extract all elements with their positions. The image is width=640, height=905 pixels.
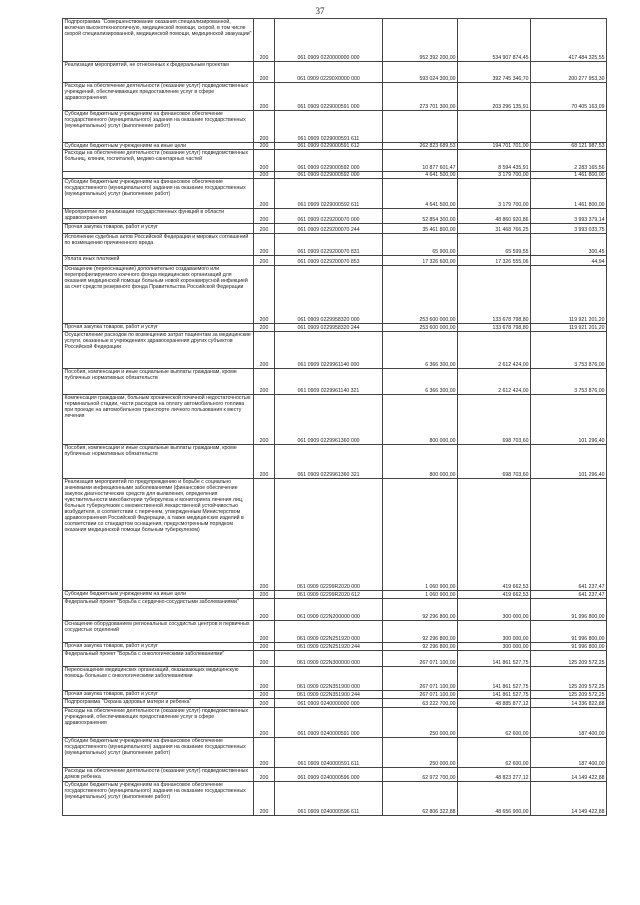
row-approved-amount: 800 000,00 <box>383 445 458 479</box>
row-remaining-amount: 101 296,40 <box>531 445 607 479</box>
row-remaining-amount: 300,45 <box>531 234 607 256</box>
table-row <box>63 256 607 266</box>
row-description: Прочая закупка товаров, работ и услуг <box>63 224 254 234</box>
row-executed-amount: 203 296 135,91 <box>458 83 531 111</box>
table-row <box>63 395 607 445</box>
row-executed-amount: 300 000,00 <box>458 599 531 621</box>
row-budget-code: 061 0909 0229000591 612 <box>275 143 383 150</box>
row-line-code: 200 <box>254 62 275 83</box>
row-description: Компенсация гражданам, больным хронической почечной недостаточностью терминальной стадии, части расходов на оплату автомобильного топлива при проезде на автомобильном транспорте личного пользования к месту лечения <box>63 395 254 445</box>
row-approved-amount: 17 326 600,00 <box>383 256 458 266</box>
table-row <box>63 209 607 224</box>
row-executed-amount: 17 326 555,06 <box>458 256 531 266</box>
row-budget-code: 061 0909 022N351900 244 <box>275 691 383 699</box>
row-budget-code: 061 0909 0229958320 000 <box>275 266 383 324</box>
row-executed-amount: 48 656 900,00 <box>458 782 531 816</box>
row-remaining-amount: 119 921 201,20 <box>531 266 607 324</box>
table-row <box>63 782 607 816</box>
row-line-code: 200 <box>254 691 275 699</box>
row-description: Прочая закупка товаров, работ и услуг <box>63 691 254 699</box>
row-budget-code: 061 0909 0229200070 244 <box>275 224 383 234</box>
row-line-code: 200 <box>254 256 275 266</box>
row-budget-code: 061 0909 0229000592 611 <box>275 179 383 209</box>
row-executed-amount: 3 179 700,00 <box>458 172 531 179</box>
row-remaining-amount: 119 921 201,20 <box>531 324 607 332</box>
row-budget-code: 061 0909 0229961360 321 <box>275 445 383 479</box>
row-description: Субсидии бюджетным учреждениям на финансовое обеспечение государственного (муниципального) задания на оказание государственных (муниципальных) услуг (выполнение работ) <box>63 782 254 816</box>
row-budget-code: 061 0909 022N300000 000 <box>275 651 383 667</box>
row-line-code: 200 <box>254 143 275 150</box>
row-line-code: 200 <box>254 332 275 369</box>
table-row <box>63 83 607 111</box>
row-description: Уплата иных платежей <box>63 256 254 266</box>
row-executed-amount: 133 678 798,80 <box>458 266 531 324</box>
row-line-code: 200 <box>254 395 275 445</box>
row-approved-amount: 4 641 500,00 <box>383 179 458 209</box>
table-row <box>63 179 607 209</box>
row-line-code: 200 <box>254 369 275 395</box>
row-description: Осуществление расходов по возмещению затрат пациентам за медицинские услуги, оказанные в учреждениях здравоохранения других субъектов Российской Федерации <box>63 332 254 369</box>
row-description: Расходы на обеспечение деятельности (оказание услуг) подведомственных больниц, клиник, госпиталей, медико-санитарных частей <box>63 150 254 172</box>
row-budget-code: 061 0909 0240000591 000 <box>275 708 383 738</box>
row-line-code: 200 <box>254 445 275 479</box>
row-budget-code: 061 0909 0229000591 611 <box>275 111 383 143</box>
row-description: Субсидии бюджетным учреждениям на финансовое обеспечение государственного (муниципального) задания на оказание государственных (муниципальных) услуг (выполнение работ) <box>63 738 254 768</box>
row-remaining-amount: 125 209 572,25 <box>531 651 607 667</box>
row-budget-code: 061 0909 0240000591 611 <box>275 738 383 768</box>
row-executed-amount: 698 703,60 <box>458 395 531 445</box>
row-budget-code: 061 0909 022N351900 000 <box>275 667 383 691</box>
page-number: 37 <box>315 6 325 16</box>
row-budget-code: 061 0909 0240000596 000 <box>275 768 383 782</box>
table-row <box>63 479 607 591</box>
table-row <box>63 266 607 324</box>
row-line-code: 200 <box>254 667 275 691</box>
table-row <box>63 708 607 738</box>
row-approved-amount: 63 222 700,00 <box>383 699 458 708</box>
table-row <box>63 445 607 479</box>
row-budget-code: 061 0909 0229200070 853 <box>275 256 383 266</box>
row-line-code: 200 <box>254 782 275 816</box>
row-budget-code: 061 0909 0229200070 831 <box>275 234 383 256</box>
row-budget-code: 061 0909 02299R2020 000 <box>275 479 383 591</box>
row-executed-amount: 698 703,60 <box>458 445 531 479</box>
row-approved-amount: 800 000,00 <box>383 395 458 445</box>
row-description: Исполнение судебных актов Российской Федерации и мировых соглашений по возмещению причиненного вреда <box>63 234 254 256</box>
row-approved-amount: 6 366 300,00 <box>383 369 458 395</box>
row-remaining-amount: 14 336 822,88 <box>531 699 607 708</box>
row-executed-amount: 141 861 527,75 <box>458 691 531 699</box>
row-executed-amount: 419 662,53 <box>458 591 531 599</box>
table-row <box>63 599 607 621</box>
row-approved-amount: 253 600 000,00 <box>383 266 458 324</box>
row-remaining-amount: 3 993 379,14 <box>531 209 607 224</box>
row-description: Расходы на обеспечение деятельности (оказание услуг) подведомственных учреждений, обеспечивающих предоставление услуг в сфере здравоохранения <box>63 708 254 738</box>
row-budget-code: 061 0909 022N251920 244 <box>275 643 383 651</box>
row-remaining-amount: 641 237,47 <box>531 479 607 591</box>
row-line-code: 200 <box>254 699 275 708</box>
table-row <box>63 62 607 83</box>
row-approved-amount: 92 296 800,00 <box>383 599 458 621</box>
row-executed-amount: 31 468 766,25 <box>458 224 531 234</box>
row-budget-code: 061 0909 02299R2020 612 <box>275 591 383 599</box>
row-budget-code: 061 0909 02290Х0000 000 <box>275 62 383 83</box>
row-remaining-amount: 3 993 033,75 <box>531 224 607 234</box>
row-remaining-amount: 14 149 422,88 <box>531 782 607 816</box>
row-approved-amount: 262 823 689,53 <box>383 143 458 150</box>
table-row <box>63 621 607 643</box>
row-executed-amount: 2 612 424,00 <box>458 332 531 369</box>
row-description: Реализация мероприятий по предупреждению и борьбе с социально значимыми инфекционными заболеваниями (финансовое обеспечение закупок диагностических средств для выявления, определения чувствительности микобактерии туберкулеза и мониторинга лечения лиц, больных туберкулезом с множественной лекарственной устойчивостью возбудителя, в соответствии с перечнем, утвержденным Министерством здравоохранения Российской Федерации, а также медицинских изделий в соответствии со стандартом оснащения, предусмотренным порядком оказания медицинской помощи больным туберкулезом) <box>63 479 254 591</box>
row-approved-amount: 62 972 700,00 <box>383 768 458 782</box>
row-executed-amount: 62 600,00 <box>458 708 531 738</box>
row-remaining-amount: 70 405 163,09 <box>531 83 607 111</box>
table-row <box>63 234 607 256</box>
row-description: Субсидии бюджетным учреждениям на финансовое обеспечение государственного (муниципального) задания на оказание государственных (муниципальных) услуг (выполнение работ) <box>63 179 254 209</box>
row-approved-amount: 1 060 900,00 <box>383 479 458 591</box>
row-executed-amount: 48 885 877,12 <box>458 699 531 708</box>
table-row <box>63 667 607 691</box>
row-description: Подпрограмма "Совершенствование оказания специализированной, включая высокотехнологичную, медицинской помощи, скорой, в том числе скорой специализированной, медицинской помощи, медицинской эвакуации" <box>63 19 254 62</box>
row-description: Расходы на обеспечение деятельности (оказание услуг) подведомственных домов ребенка <box>63 768 254 782</box>
row-executed-amount <box>458 111 531 143</box>
row-line-code: 200 <box>254 111 275 143</box>
row-remaining-amount: 1 461 800,00 <box>531 172 607 179</box>
row-remaining-amount: 44,94 <box>531 256 607 266</box>
table-row <box>63 172 607 179</box>
row-budget-code: 061 0909 022N251920 000 <box>275 621 383 643</box>
table-row <box>63 150 607 172</box>
row-description: Оснащение оборудованием региональных сосудистых центров и первичных сосудистых отделений <box>63 621 254 643</box>
row-budget-code: 061 0909 0229961140 000 <box>275 332 383 369</box>
row-description: Пособия, компенсации и иные социальные выплаты гражданам, кроме публичных нормативных обязательств <box>63 369 254 395</box>
row-description: Переоснащение медицинских организаций, оказывающих медицинскую помощь больным с онкологическими заболеваниями <box>63 667 254 691</box>
row-executed-amount: 392 745 346,70 <box>458 62 531 83</box>
row-description: Пособия, компенсации и иные социальные выплаты гражданам, кроме публичных нормативных обязательств <box>63 445 254 479</box>
row-remaining-amount: 91 996 800,00 <box>531 599 607 621</box>
row-budget-code: 061 0909 0220000000 000 <box>275 19 383 62</box>
row-approved-amount: 52 854 300,00 <box>383 209 458 224</box>
row-executed-amount: 194 701 701,00 <box>458 143 531 150</box>
row-budget-code: 061 0909 0229961140 321 <box>275 369 383 395</box>
row-approved-amount: 273 701 300,00 <box>383 83 458 111</box>
row-budget-code: 061 0909 0240000596 611 <box>275 782 383 816</box>
row-approved-amount: 62 806 322,88 <box>383 782 458 816</box>
row-executed-amount: 48 823 277,12 <box>458 768 531 782</box>
row-line-code: 200 <box>254 83 275 111</box>
row-budget-code: 061 0909 0229200070 000 <box>275 209 383 224</box>
row-line-code: 200 <box>254 621 275 643</box>
row-approved-amount: 6 366 300,00 <box>383 332 458 369</box>
table-row <box>63 768 607 782</box>
row-approved-amount: 267 071 100,00 <box>383 651 458 667</box>
row-line-code: 200 <box>254 591 275 599</box>
row-budget-code: 061 0909 0229000592 000 <box>275 172 383 179</box>
row-description: Субсидии бюджетным учреждениям на иные цели <box>63 591 254 599</box>
row-approved-amount: 267 071 100,00 <box>383 691 458 699</box>
row-executed-amount: 534 907 874,45 <box>458 19 531 62</box>
table-row <box>63 643 607 651</box>
row-approved-amount: 10 877 601,47 <box>383 150 458 172</box>
row-description: Мероприятие по реализации государственных функций в области здравоохранения <box>63 209 254 224</box>
row-approved-amount: 4 641 500,00 <box>383 172 458 179</box>
row-executed-amount: 3 179 700,00 <box>458 179 531 209</box>
row-remaining-amount: 2 283 165,56 <box>531 150 607 172</box>
row-description: Субсидии бюджетным учреждениям на иные цели <box>63 143 254 150</box>
table-row <box>63 738 607 768</box>
row-executed-amount: 141 861 527,75 <box>458 651 531 667</box>
row-budget-code: 061 0909 022N200000 000 <box>275 599 383 621</box>
row-description: Подпрограмма "Охрана здоровья матери и ребенка" <box>63 699 254 708</box>
row-executed-amount: 300 000,00 <box>458 643 531 651</box>
row-approved-amount: 593 024 300,00 <box>383 62 458 83</box>
row-budget-code: 061 0909 0229958320 244 <box>275 324 383 332</box>
row-line-code: 200 <box>254 738 275 768</box>
row-description: Прочая закупка товаров, работ и услуг <box>63 643 254 651</box>
table-row <box>63 651 607 667</box>
budget-execution-table <box>62 18 607 816</box>
table-row <box>63 111 607 143</box>
row-line-code: 200 <box>254 479 275 591</box>
row-line-code: 200 <box>254 224 275 234</box>
row-budget-code: 061 0909 0229961360 000 <box>275 395 383 445</box>
row-remaining-amount: 125 209 572,25 <box>531 691 607 699</box>
row-executed-amount: 65 599,55 <box>458 234 531 256</box>
row-approved-amount: 952 392 200,00 <box>383 19 458 62</box>
row-approved-amount: 1 060 900,00 <box>383 591 458 599</box>
row-executed-amount: 2 612 424,00 <box>458 369 531 395</box>
row-line-code: 200 <box>254 708 275 738</box>
row-remaining-amount: 187 400,00 <box>531 708 607 738</box>
row-approved-amount: 253 600 000,00 <box>383 324 458 332</box>
row-description: Расходы на обеспечение деятельности (оказание услуг) подведомственных учреждений, обеспечивающих предоставление услуг в сфере здравоохранения <box>63 83 254 111</box>
row-executed-amount: 8 594 435,91 <box>458 150 531 172</box>
row-executed-amount: 133 678 798,80 <box>458 324 531 332</box>
row-remaining-amount: 3 753 876,00 <box>531 332 607 369</box>
row-line-code: 200 <box>254 266 275 324</box>
row-approved-amount: 250 000,00 <box>383 738 458 768</box>
row-approved-amount <box>383 111 458 143</box>
table-row <box>63 332 607 369</box>
row-budget-code: 061 0909 0229000592 000 <box>275 150 383 172</box>
row-remaining-amount: 68 121 987,53 <box>531 143 607 150</box>
row-line-code: 200 <box>254 234 275 256</box>
row-description <box>63 172 254 179</box>
row-description: Прочая закупка товаров, работ и услуг <box>63 324 254 332</box>
row-budget-code: 061 0909 0240000000 000 <box>275 699 383 708</box>
row-executed-amount: 62 600,00 <box>458 738 531 768</box>
table-row <box>63 591 607 599</box>
row-description: Реализация мероприятий, не отнесенных к федеральным проектам <box>63 62 254 83</box>
row-executed-amount: 419 662,53 <box>458 479 531 591</box>
table-row <box>63 324 607 332</box>
row-remaining-amount: 91 996 800,00 <box>531 643 607 651</box>
row-remaining-amount: 91 996 800,00 <box>531 621 607 643</box>
row-line-code: 200 <box>254 209 275 224</box>
row-description: Оснащение (переоснащение) дополнительно создаваемого или перепрофилируемого коечного фонда медицинских организаций для оказания медицинской помощи больным новой коронавирусной инфекцией за счет средств резервного фонда Правительства Российской Федерации <box>63 266 254 324</box>
row-executed-amount: 141 861 527,75 <box>458 667 531 691</box>
row-executed-amount: 300 000,00 <box>458 621 531 643</box>
row-line-code: 200 <box>254 172 275 179</box>
row-approved-amount: 35 461 800,00 <box>383 224 458 234</box>
row-remaining-amount: 187 400,00 <box>531 738 607 768</box>
row-remaining-amount: 3 753 876,00 <box>531 369 607 395</box>
table-row <box>63 224 607 234</box>
row-remaining-amount: 1 461 800,00 <box>531 179 607 209</box>
row-line-code: 200 <box>254 324 275 332</box>
row-remaining-amount <box>531 111 607 143</box>
table-row <box>63 369 607 395</box>
table-row <box>63 143 607 150</box>
row-line-code: 200 <box>254 643 275 651</box>
row-description: Субсидии бюджетным учреждениям на финансовое обеспечение государственного (муниципального) задания на оказание государственных (муниципальных) услуг (выполнение работ) <box>63 111 254 143</box>
row-remaining-amount: 125 209 572,25 <box>531 667 607 691</box>
row-approved-amount: 92 296 800,00 <box>383 621 458 643</box>
row-remaining-amount: 641 237,47 <box>531 591 607 599</box>
row-budget-code: 061 0909 0229000591 000 <box>275 83 383 111</box>
row-line-code: 200 <box>254 150 275 172</box>
row-line-code: 200 <box>254 179 275 209</box>
table-row <box>63 19 607 62</box>
row-line-code: 200 <box>254 599 275 621</box>
table-row <box>63 691 607 699</box>
row-line-code: 200 <box>254 651 275 667</box>
row-description: Федеральный проект "Борьба с онкологическими заболеваниями" <box>63 651 254 667</box>
row-description: Федеральный проект "Борьба с сердечно-сосудистыми заболеваниями" <box>63 599 254 621</box>
row-line-code: 200 <box>254 19 275 62</box>
row-approved-amount: 65 900,00 <box>383 234 458 256</box>
row-executed-amount: 48 860 920,86 <box>458 209 531 224</box>
row-remaining-amount: 417 484 325,55 <box>531 19 607 62</box>
table-row <box>63 699 607 708</box>
row-remaining-amount: 14 149 422,88 <box>531 768 607 782</box>
row-line-code: 200 <box>254 768 275 782</box>
row-approved-amount: 250 000,00 <box>383 708 458 738</box>
row-remaining-amount: 200 277 953,30 <box>531 62 607 83</box>
row-approved-amount: 267 071 100,00 <box>383 667 458 691</box>
row-approved-amount: 92 296 800,00 <box>383 643 458 651</box>
row-remaining-amount: 101 296,40 <box>531 395 607 445</box>
